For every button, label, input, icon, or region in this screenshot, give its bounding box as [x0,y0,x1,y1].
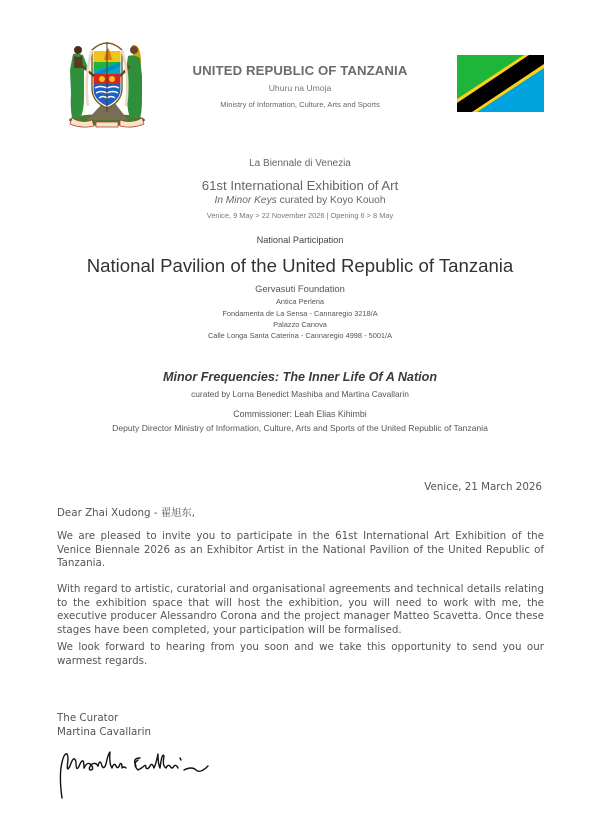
handwritten-signature-icon [54,740,214,808]
venue-foundation: Gervasuti Foundation [255,283,345,294]
ministry-name: Ministry of Information, Culture, Arts and Sports [220,100,380,109]
commissioner-role: Deputy Director Ministry of Information, Culture, Arts and Sports of the United Republic of Tanzania [112,423,488,433]
project-title: Minor Frequencies: The Inner Life Of A Nation [162,370,438,384]
exhibition-dates: Venice, 9 May > 22 November 2026 | Opening 6 > 8 May [206,211,394,220]
exhibition-theme [0,195,600,206]
country-title: UNITED REPUBLIC OF TANZANIA [192,63,408,78]
closing-role: The Curator [57,712,119,724]
pavilion-title: National Pavilion of the United Republic of Tanzania [86,255,514,276]
address-line: Fondamenta de La Sensa - Cannaregio 3218/A [222,309,378,318]
commissioner: Commissioner: Leah Elias Kihimbi [233,409,367,419]
letter-paragraph: We are pleased to invite you to participate in the 61st International Art Exhibition of the Venice Biennale 2026 as an Exhibitor Artist in the National Pavilion of the United Republic of Tanzania. [57,530,544,570]
address-line: Antica Perleria [275,297,325,306]
project-curators: curated by Lorna Benedict Mashiba and Martina Cavallarin [191,389,409,399]
tanzania-flag-icon [457,55,544,112]
biennale-name: La Biennale di Venezia [249,158,351,169]
exhibition-title: 61st International Exhibition of Art [201,178,399,193]
tanzania-coat-of-arms-icon [62,36,152,130]
address-line: Palazzo Canova [273,320,327,329]
letter-place-date: Venice, 21 March 2026 [424,481,542,493]
letter-paragraph: We look forward to hearing from you soon and we take this opportunity to send you our warmest regards. [57,641,544,667]
letter-salutation: Dear Zhai Xudong - 翟旭东, [57,507,196,519]
letter-paragraph: With regard to artistic, curatorial and organisational agreements and technical details relating to the exhibition space that will host the exhibition, you will need to work with me, the executive producer Alessandro Corona and the project manager Matteo Scavetta. Once these stages have been completed, your participation will be formalised. [57,583,544,636]
national-motto: Uhuru na Umoja [268,83,332,93]
theme-curator: curated by Koyo Kouoh [276,195,386,206]
participation-label: National Participation [256,235,344,245]
closing-name: Martina Cavallarin [57,726,151,738]
theme-title: In Minor Keys [214,195,277,206]
address-line: Calle Longa Santa Caterina - Cannaregio 4998 - 5001/A [207,331,393,340]
